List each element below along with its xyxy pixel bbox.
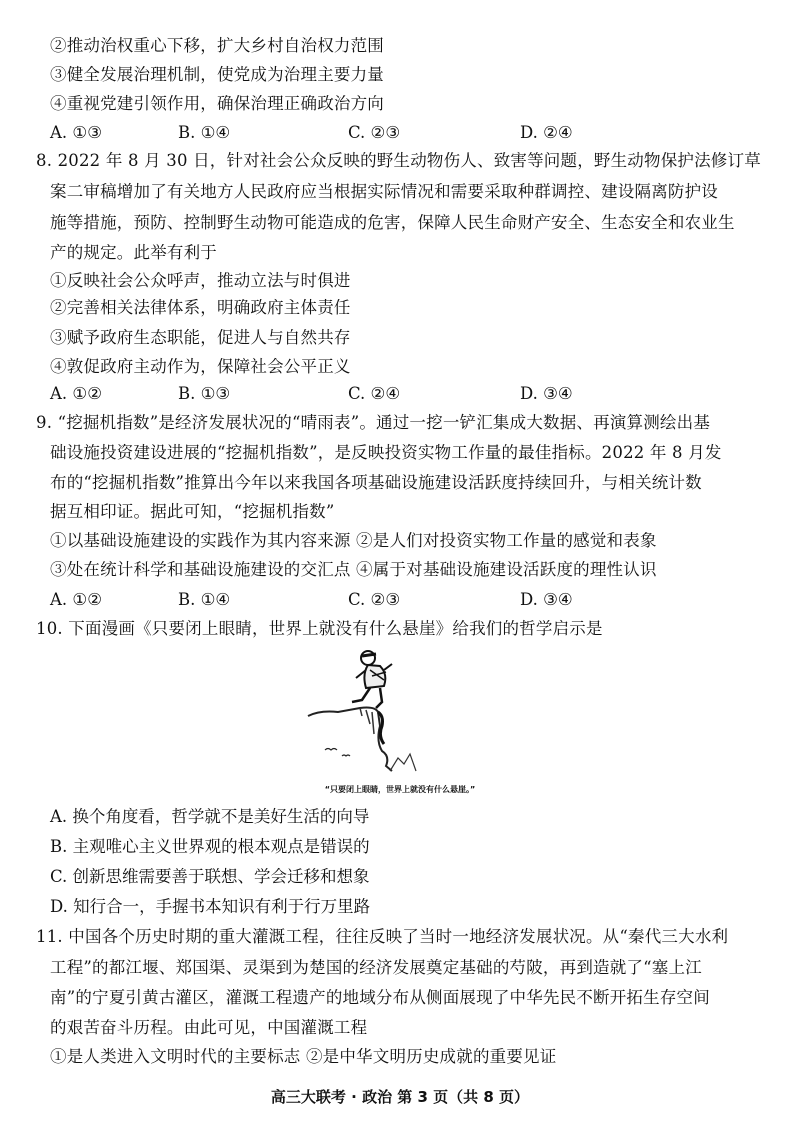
- q7-choice-b[interactable]: B. ①④: [178, 123, 231, 142]
- q9-choice-a[interactable]: A. ①②: [50, 590, 102, 609]
- q10-stem: 10. 下面漫画《只要闭上眼睛，世界上就没有什么悬崖》给我们的哲学启示是: [36, 619, 603, 638]
- q9-options-row-2: ③处在统计科学和基础设施建设的交汇点 ④属于对基础设施建设活跃度的理性认识: [50, 560, 657, 579]
- q8-stem-line-4: 产的规定。此举有利于: [50, 243, 217, 262]
- cartoon-caption: “只要闭上眼睛，世界上就没有什么悬崖。”: [324, 785, 476, 794]
- q8-choice-c[interactable]: C. ②④: [348, 384, 401, 403]
- q7-option-2: ②推动治权重心下移，扩大乡村自治权力范围: [50, 36, 384, 55]
- q9-options-row-1: ①以基础设施建设的实践作为其内容来源 ②是人们对投资实物工作量的感觉和表象: [50, 531, 657, 550]
- q8-option-4: ④敦促政府主动作为，保障社会公平正义: [50, 357, 351, 376]
- q10-answer-c[interactable]: C. 创新思维需要善于联想、学会迁移和想象: [50, 867, 370, 886]
- q9-stem-line-1: 9. “挖掘机指数”是经济发展状况的“晴雨表”。通过一挖一铲汇集成大数据、再演算测绘出基: [36, 413, 711, 432]
- q8-option-3: ③赋予政府生态职能，促进人与自然共存: [50, 328, 351, 347]
- q9-choice-d[interactable]: D. ③④: [520, 590, 573, 609]
- q9-choice-b[interactable]: B. ①④: [178, 590, 231, 609]
- q9-choices: [50, 589, 770, 611]
- q8-choice-d[interactable]: D. ③④: [520, 384, 573, 403]
- q10-answer-b[interactable]: B. 主观唯心主义世界观的根本观点是错误的: [50, 837, 370, 856]
- q7-choice-a[interactable]: A. ①③: [50, 123, 102, 142]
- q11-stem-line-2: 工程”的都江堰、郑国渠、灵渠到为楚国的经济发展奠定基础的芍陂，再到造就了“塞上江: [50, 958, 702, 977]
- q8-choice-a[interactable]: A. ①②: [50, 384, 102, 403]
- q9-choice-c[interactable]: C. ②③: [348, 590, 401, 609]
- q8-stem-line-2: 案二审稿增加了有关地方人民政府应当根据实际情况和需要采取种群调控、建设隔离防护设: [50, 182, 718, 201]
- q7-choice-c[interactable]: C. ②③: [348, 123, 401, 142]
- q11-stem-line-4: 的艰苦奋斗历程。由此可见，中国灌溉工程: [50, 1018, 368, 1037]
- q8-option-1: ①反映社会公众呼声，推动立法与时俱进: [50, 271, 351, 290]
- q11-stem-line-3: 南”的宁夏引黄古灌区，灌溉工程遗产的地域分布从侧面展现了中华先民不断开拓生存空间: [50, 988, 710, 1007]
- page-footer: 高三大联考 · 政治 第 3 页（共 8 页）: [270, 1088, 530, 1106]
- q10-answer-a[interactable]: A. 换个角度看，哲学就不是美好生活的向导: [50, 807, 370, 826]
- cartoon-illustration: [300, 646, 500, 776]
- q7-option-4: ④重视党建引领作用，确保治理正确政治方向: [50, 94, 384, 113]
- q11-stem-line-1: 11. 中国各个历史时期的重大灌溉工程，往往反映了当时一地经济发展状况。从“秦代三大水利: [36, 927, 729, 946]
- q11-options-row: ①是人类进入文明时代的主要标志 ②是中华文明历史成就的重要见证: [50, 1047, 557, 1066]
- q7-option-3: ③健全发展治理机制，使党成为治理主要力量: [50, 65, 384, 84]
- q8-choices: [50, 383, 770, 405]
- q9-stem-line-3: 布的“挖掘机指数”推算出今年以来我国各项基础设施建设活跃度持续回升，与相关统计数: [50, 473, 702, 492]
- q7-choices: [50, 122, 770, 144]
- q10-answer-d[interactable]: D. 知行合一，手握书本知识有利于行万里路: [50, 897, 371, 916]
- q8-stem-line-1: 8. 2022 年 8 月 30 日，针对社会公众反映的野生动物伤人、致害等问题，野生动物保护法修订草: [36, 151, 761, 170]
- q9-stem-line-4: 据互相印证。据此可知，“挖掘机指数”: [50, 502, 335, 521]
- q8-option-2: ②完善相关法律体系，明确政府主体责任: [50, 298, 351, 317]
- q8-stem-line-3: 施等措施，预防、控制野生动物可能造成的危害，保障人民生命财产安全、生态安全和农业生: [50, 213, 735, 232]
- q9-stem-line-2: 础设施投资建设进展的“挖掘机指数”，是反映投资实物工作量的最佳指标。2022 年 8 月发: [50, 443, 722, 462]
- q7-choice-d[interactable]: D. ②④: [520, 123, 573, 142]
- q8-choice-b[interactable]: B. ①③: [178, 384, 231, 403]
